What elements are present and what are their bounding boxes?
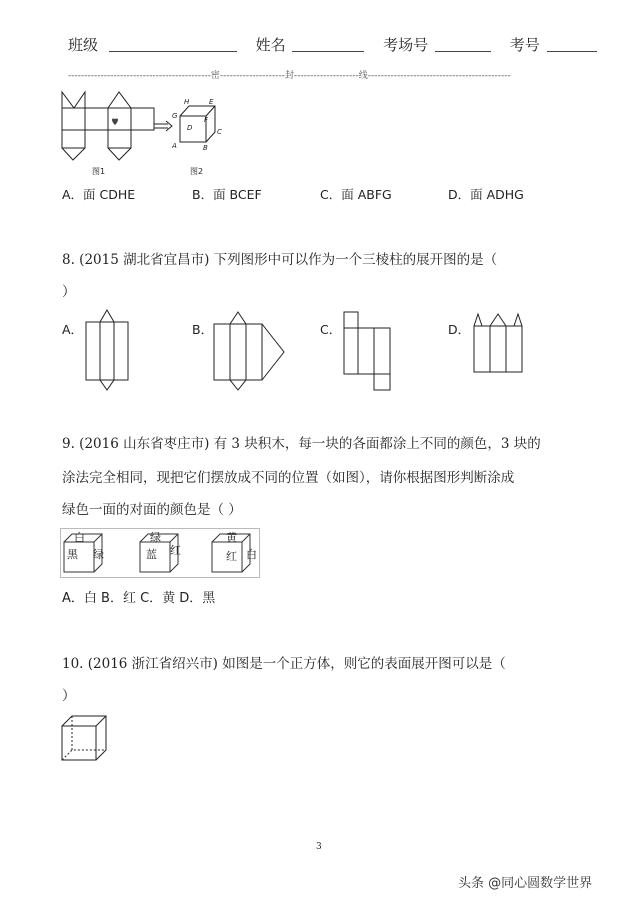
figure-2-caption: 图2 — [190, 167, 204, 176]
figure-1-caption: 图1 — [92, 167, 106, 176]
q10-stem-line2: ） — [62, 688, 76, 704]
q9-stem-line2: 涂法完全相同，现把它们摆放成不同的位置（如图），请你根据图形判断涂成 — [62, 470, 515, 486]
exam-no-label: 考号 — [509, 36, 540, 54]
net-figure-1 — [62, 92, 154, 160]
q10-cube-figure — [58, 712, 112, 766]
question7-figure — [58, 86, 228, 178]
q7-option-d[interactable]: D．面 ADHG — [448, 187, 524, 202]
block2-side-color: 红 — [170, 544, 181, 557]
block3-top-color: 黄 — [226, 531, 237, 544]
q9-options[interactable]: A．白 B．红 C．黄 D．黑 — [62, 591, 216, 606]
name-label: 姓名 — [255, 36, 286, 54]
q8-stem-line1: 8. (2015 湖北省宜昌市) 下列图形中可以作为一个三棱柱的展开图的是（ — [62, 252, 498, 268]
seal-line: --------------------------------------------密--------------------封--------------------线-------------------------------------------- — [68, 71, 511, 81]
block3-front-color: 红 — [226, 550, 237, 563]
page-number: 3 — [316, 842, 322, 852]
name-blank — [292, 37, 364, 52]
q8-option-d-label[interactable]: D． — [448, 322, 471, 337]
q8-option-d-figure[interactable] — [468, 308, 528, 378]
block1-side-color: 绿 — [93, 548, 104, 561]
cube-label-b: B — [203, 144, 208, 152]
q8-option-b-figure[interactable] — [208, 308, 292, 392]
q9-stem-line1: 9. (2016 山东省枣庄市) 有 3 块积木，每一块的各面都涂上不同的颜色，3 块的 — [62, 436, 541, 452]
arrow-icon — [154, 121, 172, 131]
q7-option-c[interactable]: C．面 ABFG — [320, 187, 392, 202]
q8-stem-line2: ） — [62, 284, 76, 300]
cube-label-f: F — [204, 116, 209, 124]
q7-option-a[interactable]: A．面 CDHE — [62, 187, 136, 202]
cube-figure-2 — [180, 106, 215, 142]
block1-front-color: 黑 — [67, 548, 78, 561]
block2-top-color: 绿 — [150, 531, 161, 544]
block3-side-color: 白 — [246, 548, 257, 561]
q8-option-c-figure[interactable] — [336, 308, 400, 392]
q8-option-b-label[interactable]: B． — [192, 322, 214, 337]
cube-label-g: G — [172, 112, 178, 120]
cube-label-e: E — [209, 98, 214, 106]
q7-option-b[interactable]: B．面 BCEF — [192, 187, 262, 202]
q8-option-a-figure[interactable] — [78, 308, 138, 392]
q10-stem-line1: 10. (2016 浙江省绍兴市) 如图是一个正方体，则它的表面展开图可以是（ — [62, 656, 506, 672]
heart-icon — [112, 118, 118, 125]
q8-option-c-label[interactable]: C． — [320, 322, 342, 337]
q9-stem-line3: 绿色一面的对面的颜色是（ ） — [62, 502, 242, 518]
cube-label-c: C — [217, 128, 222, 136]
class-label: 班级 — [68, 36, 99, 54]
class-blank — [109, 37, 237, 52]
block1-top-color: 白 — [74, 531, 85, 544]
exam-no-blank — [547, 37, 597, 52]
watermark: 头条 @同心圆数学世界 — [458, 876, 593, 891]
student-info-header — [68, 34, 597, 55]
block2-front-color: 蓝 — [146, 548, 157, 561]
cube-label-d: D — [187, 124, 193, 132]
exam-room-label: 考场号 — [383, 36, 429, 54]
cube-label-h: H — [184, 98, 190, 106]
exam-room-blank — [435, 37, 491, 52]
q8-option-a-label[interactable]: A． — [62, 322, 84, 337]
cube-label-a: A — [172, 142, 177, 150]
